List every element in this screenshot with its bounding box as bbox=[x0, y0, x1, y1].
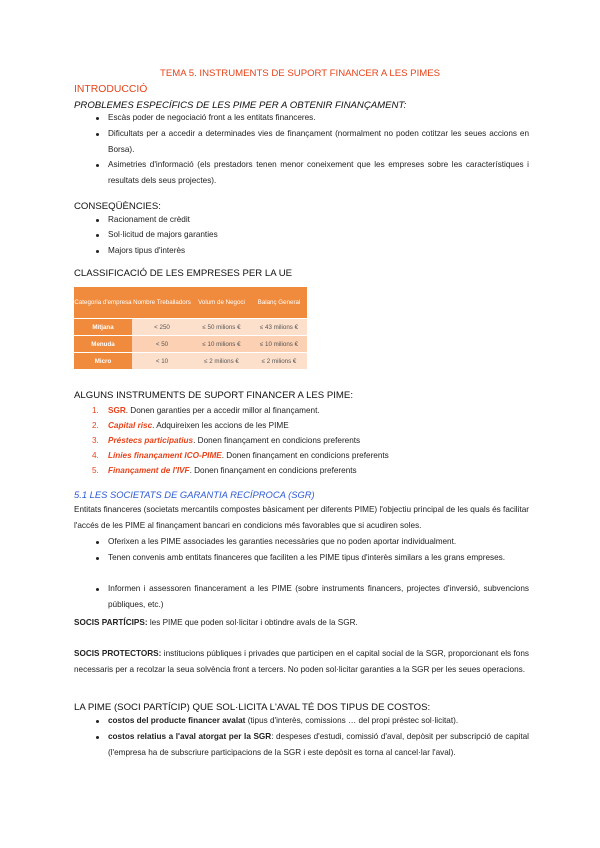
socis-particips: SOCIS PARTÍCIPS: les PIME que poden sol·licitar i obtindre avals de la SGR. bbox=[74, 618, 358, 627]
section-heading: 5.1 LES SOCIETATS DE GARANTIA RECÍPROCA (SGR) bbox=[74, 489, 315, 500]
list-item: Escàs poder de negociació front a les entitats financeres. bbox=[108, 113, 316, 122]
list-item: Préstecs participatius. Donen finançament en condicions preferents bbox=[108, 436, 361, 445]
list-item: Majors tipus d'interès bbox=[108, 246, 186, 255]
list-item: Informen i assessoren financerament a les PIME (sobre instruments financers, projectes d'inversió, subvencions públiques, etc.) bbox=[108, 584, 529, 609]
table-cell: ≤ 10 milions € bbox=[251, 336, 307, 353]
bullet bbox=[96, 234, 99, 237]
table-row bbox=[74, 353, 307, 370]
list-item: Sol·licitud de majors garanties bbox=[108, 230, 218, 239]
eu-classification-table bbox=[74, 287, 307, 369]
bullet bbox=[96, 736, 99, 739]
list-item: Línies finançament ICO-PIME. Donen finançament en condicions preferents bbox=[108, 451, 389, 460]
table-cell: < 50 bbox=[132, 336, 192, 353]
table-header-cell: Nombre Treballadors bbox=[132, 287, 192, 319]
list-item: costos del producte financer avalat (tipus d'interès, comissions … del propi préstec sol·licitat). bbox=[108, 716, 459, 725]
list-item: SGR. Donen garanties per a accedir millor al finançament. bbox=[108, 406, 320, 415]
table-cell: ≤ 50 milions € bbox=[192, 319, 251, 336]
section-intro: Entitats financeres (societats mercantils compostes bàsicament per diferents PIME) l'objectiu principal de les quals és facilitar l'accés de les PIME al finançament bancari en condicions més favorables que si acudiren soles. bbox=[74, 505, 529, 530]
list-number: 5. bbox=[92, 466, 99, 475]
bullet bbox=[96, 720, 99, 723]
table-cell: Menuda bbox=[74, 336, 132, 353]
list-item: Dificultats per a accedir a determinades vies de finançament (normalment no poden cotitzar les seues accions en Borsa). bbox=[108, 129, 529, 154]
table-row bbox=[74, 336, 307, 353]
table-cell: < 10 bbox=[132, 353, 192, 370]
table-header-cell: Categoria d'empresa bbox=[74, 287, 132, 319]
table-cell: Mitjana bbox=[74, 319, 132, 336]
list-item: Tenen convenis amb entitats financeres que faciliten a les PIME tipus d'interès similars a les grans empreses. bbox=[108, 553, 506, 562]
list-item: Asimetries d'informació (els prestadors tenen menor coneixement que les empreses sobre les característiques i resultats dels seus projectes). bbox=[108, 160, 529, 185]
bullet bbox=[96, 541, 99, 544]
table-cell: Micro bbox=[74, 353, 132, 370]
list-item: costos relatius a l'aval atorgat per la SGR: despeses d'estudi, comissió d'aval, depòsit per subscripció de capital (l'empresa ha de subscriure participacions de la SGR i este depòsit es torna al cancel·lar l'aval). bbox=[108, 732, 529, 757]
list-number: 1. bbox=[92, 406, 99, 415]
bullet bbox=[96, 164, 99, 167]
consequences-heading: CONSEQÜÈNCIES: bbox=[74, 201, 161, 212]
list-item: Racionament de crèdit bbox=[108, 215, 190, 224]
table-cell: ≤ 2 milions € bbox=[192, 353, 251, 370]
bullet bbox=[96, 557, 99, 560]
table-row bbox=[74, 319, 307, 336]
table-header-cell: Balanç General bbox=[251, 287, 307, 319]
costs-heading: LA PIME (SOCI PARTÍCIP) QUE SOL·LICITA L'AVAL TÉ DOS TIPUS DE COSTOS: bbox=[74, 702, 431, 713]
problems-heading: PROBLEMES ESPECÍFICS DE LES PIME PER A OBTENIR FINANÇAMENT: bbox=[74, 100, 407, 111]
list-number: 2. bbox=[92, 421, 99, 430]
instruments-heading: ALGUNS INSTRUMENTS DE SUPORT FINANCER A LES PIME: bbox=[74, 390, 353, 401]
classification-heading: CLASSIFICACIÓ DE LES EMPRESES PER LA UE bbox=[74, 268, 293, 279]
list-number: 3. bbox=[92, 436, 99, 445]
table-cell: ≤ 10 milions € bbox=[192, 336, 251, 353]
table-cell: ≤ 43 milions € bbox=[251, 319, 307, 336]
table-header-row bbox=[74, 287, 307, 319]
table-cell: ≤ 2 milions € bbox=[251, 353, 307, 370]
bullet bbox=[96, 219, 99, 222]
list-item: Finançament de l'IVF. Donen finançament en condicions preferents bbox=[108, 466, 357, 475]
bullet bbox=[96, 117, 99, 120]
table-cell: < 250 bbox=[132, 319, 192, 336]
list-item: Oferixen a les PIME associades les garanties necessàries que no poden aportar individualment. bbox=[108, 537, 457, 546]
table-header-cell: Volum de Negoci bbox=[192, 287, 251, 319]
bullet bbox=[96, 133, 99, 136]
intro-heading: INTRODUCCIÓ bbox=[74, 84, 148, 95]
bullet bbox=[96, 588, 99, 591]
page-title: TEMA 5. INSTRUMENTS DE SUPORT FINANCER A LES PIMES bbox=[159, 68, 441, 79]
bullet bbox=[96, 250, 99, 253]
list-number: 4. bbox=[92, 451, 99, 460]
socis-protectors: SOCIS PROTECTORS: institucions públiques i privades que participen en el capital social de la SGR, proporcionant els fons necessaris per a recolzar la seua solvència front a tercers. No poden sol·licitar garanties a la SGR per les seues operacions. bbox=[74, 649, 529, 674]
list-item: Capital risc. Adquireixen les accions de les PIME bbox=[108, 421, 289, 430]
